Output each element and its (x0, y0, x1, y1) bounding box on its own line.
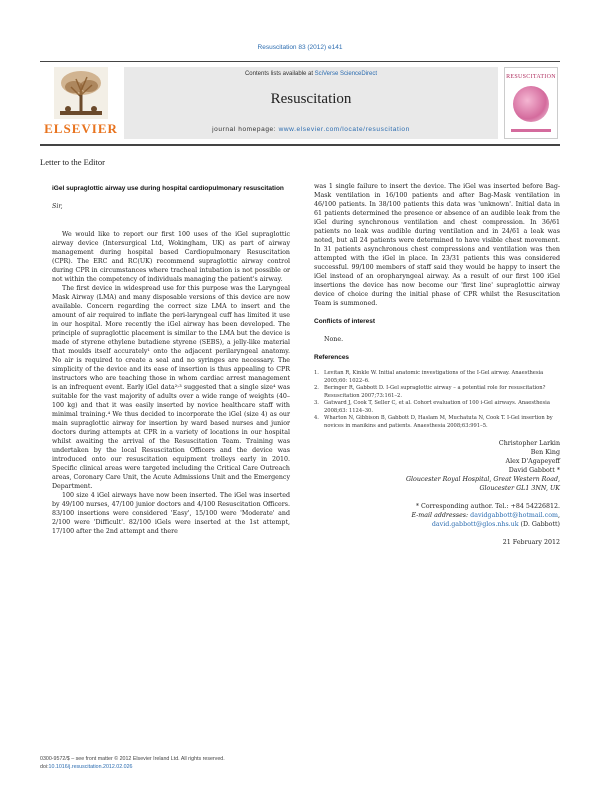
body-paragraph-4: was 1 single failure to insert the device. The iGel was inserted before Bag-Mask ventilation in 16/100 patients and after Bag-Mask ventilation in 46/100 patients. In 38/100 patients this data was 'unknown'. Initial data in 61 patients determined the presence or absence of an audible leak from the iGel during synchronous ventilation and chest compression. In 36/61 patients no leak was audible during ventilation and in 24/61 a leak was noted, but all 24 patients were determined to have visible chest movement. In 31 patients asynchronous chest compressions and ventilation was then attempted with the iGel in place. In 23/31 patients this was considered successful. 99/100 members of staff said they would be happy to insert the iGel instead of an oropharyngeal airway. As a result of our first 100 iGel insertions the device has now become our 'first line' supraglottic airway device of choice during the initial phase of CPR whilst the Resuscitation Team is summoned. (314, 183, 560, 307)
elsevier-tree-icon (54, 67, 108, 119)
homepage-prefix: journal homepage: (212, 126, 279, 133)
cover-title: RESUSCITATION (506, 74, 556, 80)
email-link-2[interactable]: david.gabbott@glos.nhs.uk (431, 521, 519, 528)
journal-header-box (124, 67, 498, 139)
author-name: Christopher Larkin (498, 440, 560, 447)
reference-item[interactable] (314, 400, 560, 415)
email-line-1: E-mail addresses: davidgabbott@hotmail.com, (411, 512, 560, 519)
contents-line (124, 71, 498, 77)
masthead-top-rule (40, 61, 560, 62)
references-heading: References (314, 354, 350, 361)
author-name: Alex D'Agapeyeff (505, 458, 560, 465)
cover-art (513, 86, 549, 122)
issn-line: 0300-9572/$ – see front matter © 2012 Elsevier Ireland Ltd. All rights reserved. (40, 756, 225, 762)
affiliation-line-2: Gloucester GL1 3NN, UK (479, 485, 560, 492)
elsevier-wordmark: ELSEVIER (44, 121, 118, 136)
body-paragraph-1: We would like to report our first 100 uses of the iGel supraglottic airway device (Intersurgical Ltd, Wokingham, UK) as part of airway management during hospital based Cardiopulmonary Resuscitation (CPR). The ERC and RC(UK) recommend supraglottic airway control during CPR in circumstances where tracheal intubation is not possible or not within the competency of individuals managing the patient's airway. (52, 231, 290, 283)
citation-text[interactable]: Resuscitation 83 (2012) e141 (257, 44, 343, 51)
reference-number: 4. (314, 415, 319, 421)
reference-text: Levitan R, Kinkle W. Initial anatomic investigations of the I-Gel airway. Anaesthesia 2005;60: 1022–6. (324, 370, 544, 384)
body-paragraph-3: 100 size 4 iGel airways have now been inserted. The iGel was inserted by 49/100 nurses, 47/100 junior doctors and 4/100 Resuscitation Officers. 83/100 insertions were considered 'Easy', 15/100 were 'Moderate' and 2/100 were 'Difficult'. 82/100 iGels were inserted at the 1st attempt, 17/100 after the 2nd attempt and there (52, 492, 290, 535)
reference-number: 1. (314, 370, 319, 376)
email-suffix: (D. Gabbott) (518, 521, 560, 528)
reference-item[interactable] (314, 385, 560, 400)
conflicts-body: None. (324, 336, 344, 343)
email-link-1[interactable]: davidgabbott@hotmail.com (470, 512, 558, 519)
reference-item[interactable] (314, 415, 560, 430)
doi-link[interactable]: 10.1016/j.resuscitation.2012.02.026 (48, 764, 133, 770)
author-name: Ben King (530, 449, 560, 456)
journal-citation (0, 44, 600, 51)
elsevier-logo[interactable] (40, 67, 122, 137)
email-line-2 (314, 520, 560, 529)
journal-cover-thumbnail[interactable] (504, 67, 558, 139)
journal-homepage (124, 126, 498, 133)
affiliation-line-1: Gloucester Royal Hospital, Great Western Road, (406, 476, 560, 483)
sciencedirect-link[interactable]: SciVerse ScienceDirect (314, 71, 378, 77)
references-list (314, 370, 560, 430)
homepage-link[interactable]: www.elsevier.com/locate/resuscitation (278, 126, 410, 133)
masthead-bottom-rule (40, 144, 560, 146)
reference-number: 3. (314, 400, 319, 406)
section-label: Letter to the Editor (40, 157, 105, 167)
email-label: E-mail addresses: (411, 512, 471, 519)
right-column (314, 182, 560, 547)
corresponding-author: * Corresponding author. Tel.: +84 54226812. (415, 503, 560, 510)
reference-number: 2. (314, 385, 319, 391)
author-signature (314, 439, 560, 493)
contact-block (314, 502, 560, 529)
contents-prefix: Contents lists available at (244, 71, 315, 77)
reference-text: Wharton N, Gibbison B, Gabbott D, Haslam M, Muchatuta N, Cook T. I-Gel insertion by novices in manikins and patients. Anaesthesia 2008;63:991–5. (324, 415, 553, 429)
reference-text: Beringer R, Gabbott D. I-Gel supraglottic airway – a potential role for resuscitation? Resuscitation 2007;73:161–2. (324, 385, 546, 399)
page-footer (40, 755, 225, 771)
left-column (52, 184, 290, 536)
author-name: David Gabbott * (508, 467, 560, 474)
cover-band (511, 129, 551, 132)
salutation: Sir, (52, 203, 63, 210)
reference-item[interactable] (314, 370, 560, 385)
article-title: iGel supraglottic airway use during hospital cardiopulmonary resuscitation (52, 185, 284, 192)
letter-date: 21 February 2012 (502, 539, 560, 546)
conflicts-heading: Conflicts of interest (314, 318, 376, 325)
reference-text: Gatward J, Cook T, Seller C, et al. Cohort evaluation of 100 i-Gel airways. Anaesthesia 2008;63: 1124–30. (324, 400, 550, 414)
doi-line (40, 763, 225, 771)
journal-title: Resuscitation (270, 91, 352, 107)
doi-prefix: doi: (40, 764, 49, 770)
body-paragraph-2: The first device in widespread use for this purpose was the Laryngeal Mask Airway (LMA) and many disposable versions of this device are now available. Concern regarding the correct size LMA to insert and the amount of air required to inflate the peri-laryngeal cuff has limited it use in our hospital. More recently the iGel airway has been developed. The principle of supraglottic placement is similar to the LMA but the device is made of styrene ethylene butadiene styrene (SEBS), a jelly-like material that moulds itself accurately¹ onto the adjacent perilaryngeal anatomy. No air is required to create a seal and no syringes are necessary. The simplicity of the device and its ease of insertion is thus appealing to CPR instructors who are teaching those in whom cardiac arrest management is an infrequent event. Early iGel data²˒³ suggested that a single size⁴ was suitable for the vast majority of adults over a wide range of weights (40–100 kg) and that it was easily inserted by novice healthcare staff with minimal training.⁴ We thus decided to incorporate the iGel (size 4) as our main supraglottic airway for insertion by ward based nurses and junior doctors during attempts at CPR in a variety of locations in our hospital whilst awaiting the arrival of the Resuscitation Team. Training was undertaken by the local Resuscitation Officers and the device was introduced onto our resuscitation equipment trolleys early in 2010. Specific clinical areas were targeted including the Critical Care Outreach areas, Coronary Care Unit, the Acute Admissions Unit and the Emergency Department. (52, 285, 290, 490)
